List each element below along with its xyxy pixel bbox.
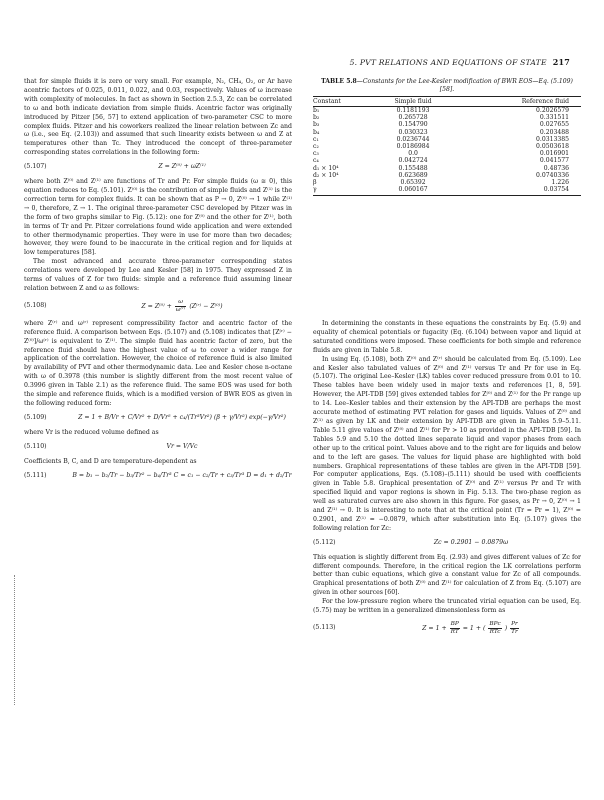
fraction xyxy=(175,299,187,314)
numerator: ω xyxy=(175,299,187,307)
table-row xyxy=(313,121,581,128)
table-header-row xyxy=(313,97,581,107)
table-caption-text: —Constants for the Lee-Kesler modification of BWR EOS—Eq. (5.109) [58]. xyxy=(356,78,573,93)
right-column xyxy=(313,320,581,642)
fraction xyxy=(450,621,460,636)
table-row xyxy=(313,114,581,121)
denominator: RT xyxy=(450,629,459,635)
fraction xyxy=(488,621,501,636)
table-cell: d₂ × 10⁴ xyxy=(313,171,339,179)
paragraph: where Vr is the reduced volume defined as xyxy=(24,428,159,436)
table-cell: 0.265728 xyxy=(398,114,428,122)
equation-body: Zc = 0.2901 − 0.0879ω xyxy=(433,538,509,546)
equation-5-107 xyxy=(24,163,292,172)
table-cell: 1.226 xyxy=(551,179,569,187)
table-cell: d₁ × 10⁴ xyxy=(313,164,339,172)
denominator: ω⁽ʳ⁾ xyxy=(175,306,186,313)
equation-number: (5.110) xyxy=(24,442,47,450)
table-cell: 0.1181193 xyxy=(396,107,430,114)
table-cell: 0.027655 xyxy=(539,121,569,129)
numerator: Pr xyxy=(511,621,518,627)
table-row xyxy=(313,129,581,136)
table-caption xyxy=(313,78,581,93)
equation-5-112 xyxy=(313,539,581,548)
equation-body: B = b₁ − b₂/Tr − b₃/Tr² − b₄/Tr³ C = c₁ − c₂/Tr + c₃/Tr³ D = d₁ + d₂/Tr xyxy=(72,471,292,479)
table-cell: 0.623689 xyxy=(398,171,428,179)
page-number: 217 xyxy=(552,57,570,67)
table-cell: 0.03754 xyxy=(453,186,581,196)
paragraph: Coefficients B, C, and D are temperature-dependent as xyxy=(24,457,197,465)
column-header: Reference fluid xyxy=(453,97,581,107)
eq-part: Z = Z⁽⁰⁾ + xyxy=(141,302,172,310)
denominator: RTc xyxy=(489,629,501,635)
equation-number: (5.109) xyxy=(24,413,47,421)
table-cell: b₃ xyxy=(313,121,320,129)
paragraph: The most advanced and accurate three-parameter corresponding states correlations were developed by Lee and Kesler [58] in 1975. They expressed Z in terms of values of Z for two fluids: simple and a reference fluid assuming linear relation between Z and ω as follows: xyxy=(24,258,292,292)
table-cell: 0.0 xyxy=(408,150,418,158)
table-cell: 0.65392 xyxy=(400,179,426,187)
table-row xyxy=(313,150,581,157)
table-cell: c₂ xyxy=(313,143,319,151)
table-cell: 0.030323 xyxy=(398,128,428,136)
equation-body xyxy=(361,621,581,636)
header-title: 5. PVT RELATIONS AND EQUATIONS OF STATE xyxy=(349,58,547,67)
table-cell: 0.155488 xyxy=(398,164,428,172)
paragraph: In determining the constants in these equations the constraints by Eq. (5.9) and equality of chemical potentials or fugacity (Eq. (6.104) between vapor and liquid at saturated conditions were imposed. These coefficients for both simple and reference fluids are given in Table 5.8. xyxy=(313,320,581,354)
constants-table xyxy=(313,96,581,196)
column-header: Constant xyxy=(313,97,373,107)
table-cell: γ xyxy=(313,186,373,196)
eq-part: Z = 1 + xyxy=(422,625,447,632)
equation-5-110 xyxy=(24,443,292,452)
table-row xyxy=(313,107,581,115)
table-row xyxy=(313,172,581,179)
column-header: Simple fluid xyxy=(373,97,453,107)
table-row xyxy=(313,165,581,172)
paragraph: This equation is slightly different from Eq. (2.93) and gives different values of Zc for different compounds. Therefore, in the critical region the LK correlations perform better than cubic equations, which give a constant value for Zc of all compounds. Graphical presentations of both Z⁽⁰⁾ and Z⁽¹⁾ for calculation of Z from Eq. (5.107) are given in other sources [60]. xyxy=(313,553,581,597)
table-label: TABLE 5.8 xyxy=(321,78,357,85)
table-cell: b₁ xyxy=(313,107,320,114)
table-cell: b₂ xyxy=(313,114,320,122)
equation-body xyxy=(72,299,292,314)
table-cell: 0.016901 xyxy=(539,150,569,158)
equation-5-113 xyxy=(313,621,581,636)
equation-number: (5.108) xyxy=(24,301,47,309)
table-row xyxy=(313,136,581,143)
numerator: BPc xyxy=(489,621,501,627)
table-cell: 0.0740336 xyxy=(536,171,569,179)
table-cell: b₄ xyxy=(313,128,320,136)
table-cell: 0.060167 xyxy=(373,186,453,196)
table-cell: 0.203488 xyxy=(539,128,569,136)
table-cell: 0.042724 xyxy=(398,157,428,165)
margin-mark xyxy=(14,575,15,705)
table-cell: 0.331511 xyxy=(539,114,569,122)
equation-body: Vr = V/Vc xyxy=(166,442,198,450)
equation-number: (5.113) xyxy=(313,624,336,632)
table-cell: 0.154790 xyxy=(398,121,428,129)
table-cell: 0.48736 xyxy=(543,164,569,172)
equation-body: Z = 1 + B/Vr + C/Vr² + D/Vr⁵ + c₄/(Tr³Vr²) (β + γ/Vr²) exp(−γ/Vr²) xyxy=(78,413,286,421)
equation-5-111 xyxy=(24,472,292,481)
table-cell: 0.0186984 xyxy=(396,143,430,151)
eq-part: = 1 + ( xyxy=(462,625,486,632)
equation-number: (5.111) xyxy=(24,471,47,479)
table-cell: 0.0503618 xyxy=(536,143,569,151)
eq-part: (Z⁽ʳ⁾ − Z⁽⁰⁾) xyxy=(189,302,223,310)
eq-part: ) xyxy=(504,625,508,632)
paragraph: where both Z⁽⁰⁾ and Z⁽¹⁾ are functions of Tr and Pr. For simple fluids (ω ≅ 0), this equation reduces to Eq. (5.101). Z⁽⁰⁾ is the contribution of simple fluids and Z⁽¹⁾ is the correction term for complex fluids. It can be shown that as P → 0, Z⁽⁰⁾ → 1 while Z⁽¹⁾ → 0, therefore, Z → 1. The original three-parameter CSC developed by Pitzer was in the form of two graphs similar to Fig. (5.12): one for Z⁽⁰⁾ and the other for Z⁽¹⁾, both in terms of Tr and Pr. Pitzer correlations found wide application and were extended to other thermodynamic properties. They were in use for more than two decades; however, they were found to be inaccurate in the critical region and for liquids at low temperatures [58]. xyxy=(24,178,292,257)
equation-5-109 xyxy=(24,414,292,423)
denominator: Tr xyxy=(511,629,518,635)
paragraph: In using Eq. (5.108), both Z⁽⁰⁾ and Z⁽ʳ⁾ should be calculated from Eq. (5.109). Lee and Kesler also tabulated values of Z⁽⁰⁾ and Z⁽¹⁾ versus Tr and Pr for use in Eq. (5.107). The original Lee–Kesler (LK) tables cover reduced pressure from 0.01 to 10. These tables have been widely used in major texts and references [1, 8, 59]. However, the API-TDB [59] gives extended tables for Z⁽⁰⁾ and Z⁽¹⁾ for the Pr range up to 14. Lee–Kesler tables and their extension by the API-TDB are perhaps the most accurate method of estimating PVT relation for gases and liquids. Values of Z⁽⁰⁾ and Z⁽¹⁾ as given by LK and their extension by API-TDB are given in Tables 5.9–5.11. Table 5.11 give values of Z⁽⁰⁾ and Z⁽¹⁾ for Pr > 10 as provided in the API-TDB [59]. In Tables 5.9 and 5.10 the dotted lines separate liquid and vapor phases from each other up to the critical point. Values above and to the right are for liquids and below and to the left are gases. The values for liquid phase are highlighted with bold numbers. Graphical representations of these tables are given in the API-TDB [59]. For computer applications, Eqs. (5.108)–(5.111) should be used with coefficients given in Table 5.8. Graphical presentation of Z⁽⁰⁾ and Z⁽¹⁾ versus Pr and Tr with specified liquid and vapor regions is shown in Fig. 5.13. The two-phase region as well as saturated curves are also shown in this figure. For gases, as Pr → 0, Z⁽⁰⁾ → 1 and Z⁽¹⁾ → 0. It is interesting to note that at the critical point (Tr = Pr = 1), Z⁽⁰⁾ = 0.2901, and Z⁽¹⁾ = −0.0879, which after substitution into Eq. (5.107) gives the following relation for Zc: xyxy=(313,355,581,532)
table-row xyxy=(313,143,581,150)
table-cell: 0.041577 xyxy=(539,157,569,165)
table-cell: c₁ xyxy=(313,135,319,143)
table-5-8 xyxy=(313,78,581,196)
table-cell: 0.0313385 xyxy=(536,135,569,143)
equation-5-108 xyxy=(24,299,292,314)
table-cell: β xyxy=(313,179,317,187)
running-header xyxy=(350,57,570,67)
equation-number: (5.112) xyxy=(313,538,336,546)
equation-number: (5.107) xyxy=(24,163,47,171)
table-cell: 0.2026579 xyxy=(536,107,569,114)
paragraph: For the low-pressure region where the truncated virial equation can be used, Eq. (5.75) may be written in a generalized dimensionless form as xyxy=(313,598,581,615)
table-cell: c₄ xyxy=(313,157,319,165)
paragraph: where Z⁽ʳ⁾ and ω⁽ʳ⁾ represent compressibility factor and acentric factor of the reference fluid. A comparison between Eqs. (5.107) and (5.108) indicates that [Z⁽ʳ⁾ − Z⁽⁰⁾]/ω⁽ʳ⁾ is equivalent to Z⁽¹⁾. The simple fluid has acentric factor of zero, but the reference fluid should have the highest value of ω to cover a wider range for application of the correlation. However, the choice of reference fluid is also limited by availability of PVT and other thermodynamic data. Lee and Kesler chose n-octane with ω of 0.3978 (this number is slightly different from the most recent value of 0.3996 given in Table 2.1) as the reference fluid. The same EOS was used for both the simple and reference fluids, which is a modified version of BWR EOS as given in the following reduced form: xyxy=(24,319,292,407)
table-cell: c₃ xyxy=(313,150,319,158)
table-cell: 0.0236744 xyxy=(396,135,430,143)
numerator: BP xyxy=(450,621,459,627)
table-row xyxy=(313,157,581,164)
table-row xyxy=(313,179,581,186)
fraction xyxy=(510,621,519,636)
table-row xyxy=(313,186,581,196)
left-column xyxy=(24,78,292,486)
equation-body: Z = Z⁽⁰⁾ + ωZ⁽¹⁾ xyxy=(158,163,206,171)
paragraph: that for simple fluids it is zero or very small. For example, N₂, CH₄, O₂, or Ar have acentric factors of 0.025, 0.011, 0.022, and 0.03, respectively. Values of ω increase with complexity of molecules. In fact as shown in Section 2.5.3, Zc can be correlated to ω and both indicate deviation from simple fluids. Acentric factor was originally introduced by Pitzer [56, 57] to extend application of two-parameter CSC to more complex fluids. Pitzer and his coworkers realized the linear relation between Zc and ω (i.e., see Eq. (2.103)) and assumed that such linearity exists between ω and Z at temperatures other than Tc. They introduced the concept of three-parameter corresponding states correlations in the following form: xyxy=(24,78,292,157)
